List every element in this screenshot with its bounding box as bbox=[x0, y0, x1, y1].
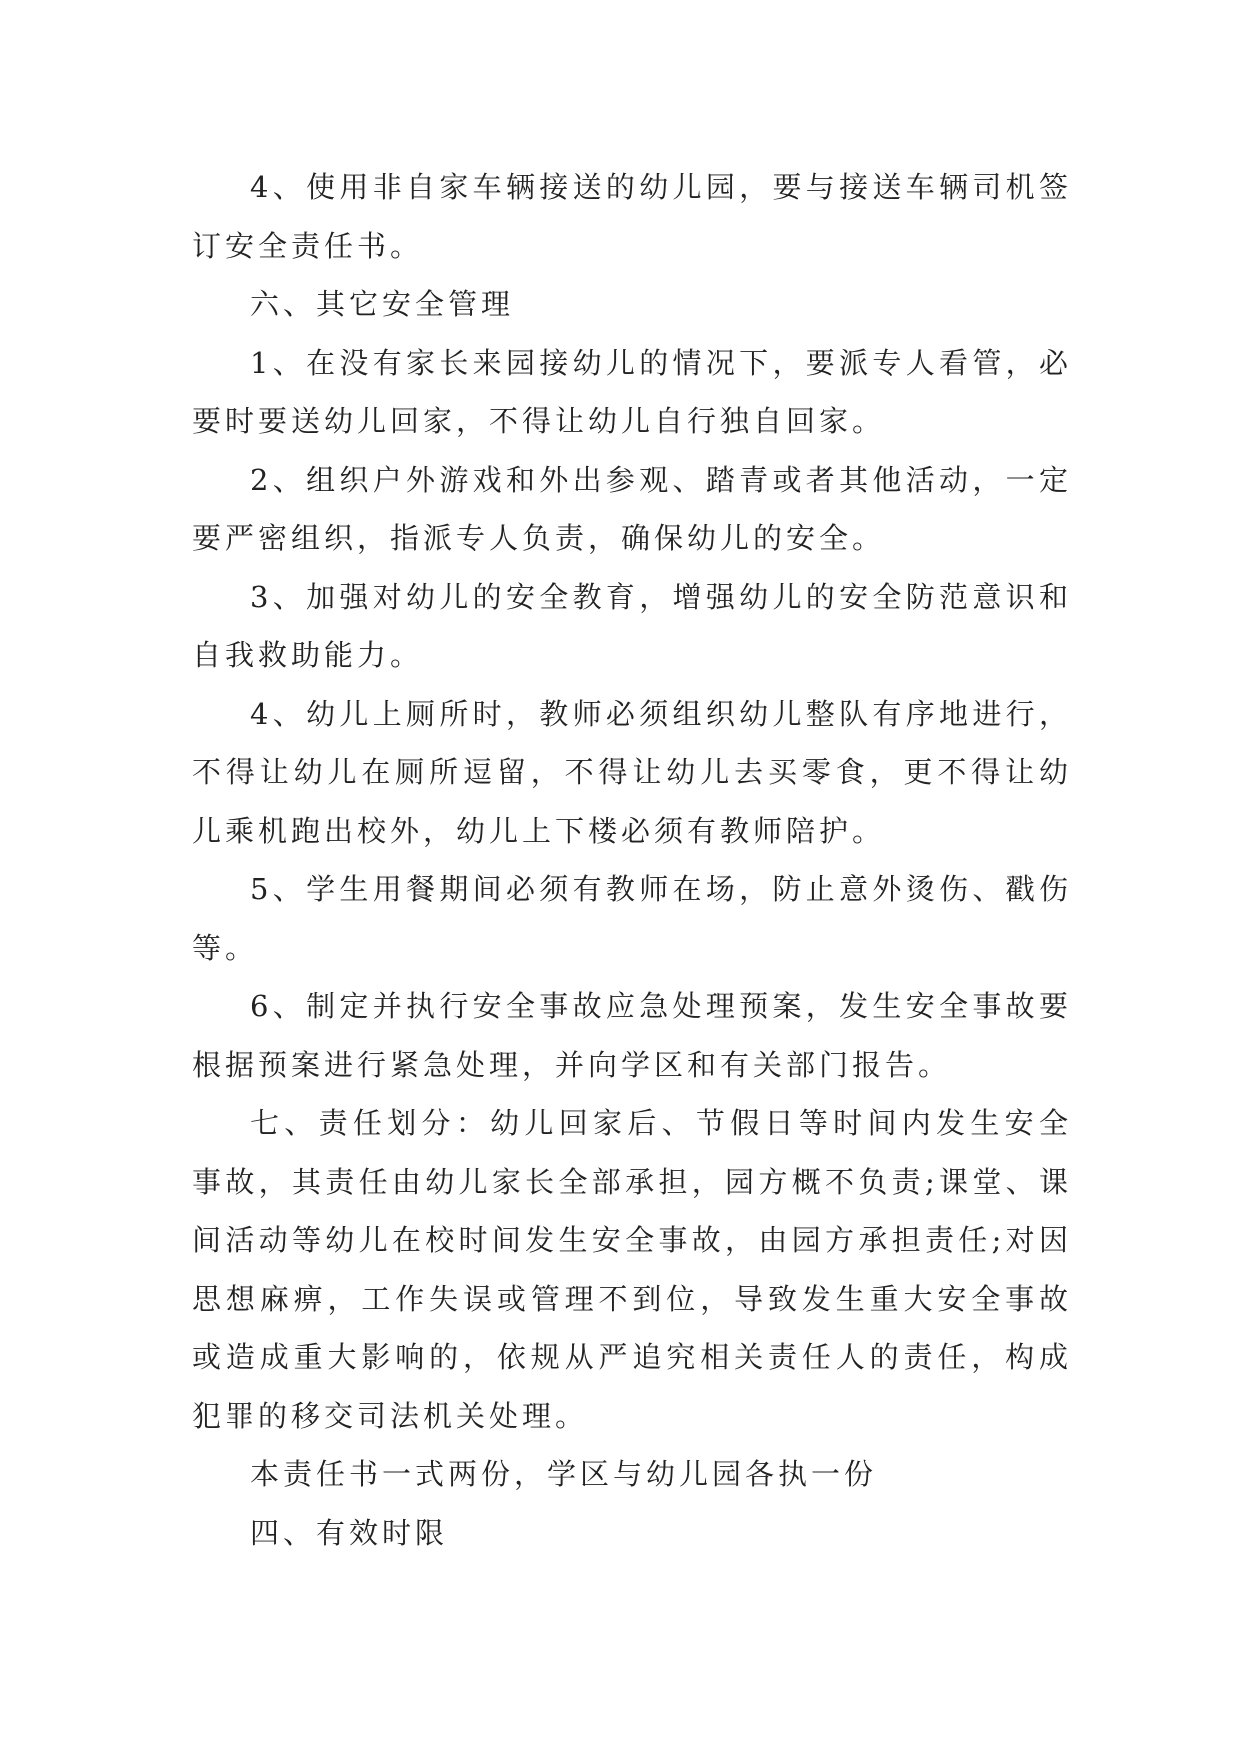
paragraph-responsibility-division: 七、责任划分：幼儿回家后、节假日等时间内发生安全事故，其责任由幼儿家长全部承担，园方概不负责;课堂、课间活动等幼儿在校时间发生安全事故，由园方承担责任;对因思想麻痹，工作失误或管理不到位，导致发生重大安全事故或造成重大影响的，依规从严追究相关责任人的责任，构成犯罪的移交司法机关处理。 bbox=[192, 1106, 1072, 1433]
heading-validity-period: 四、有效时限 bbox=[250, 1515, 449, 1550]
paragraph-outdoor-activities: 2、组织户外游戏和外出参观、踏青或者其他活动，一定要严密组织，指派专人负责，确保幼儿的安全。 bbox=[192, 462, 1072, 555]
paragraph-emergency-plan: 6、制定并执行安全事故应急处理预案，发生安全事故要根据预案进行紧急处理，并向学区和有关部门报告。 bbox=[192, 989, 1072, 1082]
paragraph-copies: 本责任书一式两份，学区与幼儿园各执一份 bbox=[250, 1457, 878, 1491]
paragraph-shuttle-vehicle-contract: 4、使用非自家车辆接送的幼儿园，要与接送车辆司机签订安全责任书。 bbox=[192, 170, 1072, 263]
paragraph-restroom-supervision: 4、幼儿上厕所时，教师必须组织幼儿整队有序地进行，不得让幼儿在厕所逗留，不得让幼儿去买零食，更不得让幼儿乘机跑出校外，幼儿上下楼必须有教师陪护。 bbox=[192, 696, 1072, 848]
document-body bbox=[192, 158, 1072, 1562]
paragraph-safety-education: 3、加强对幼儿的安全教育，增强幼儿的安全防范意识和自我救助能力。 bbox=[192, 579, 1072, 672]
paragraph-child-pickup: 1、在没有家长来园接幼儿的情况下，要派专人看管，必要时要送幼儿回家，不得让幼儿自行独自回家。 bbox=[192, 345, 1072, 438]
heading-other-safety-management: 六、其它安全管理 bbox=[250, 287, 515, 321]
paragraph-mealtime-supervision: 5、学生用餐期间必须有教师在场，防止意外烫伤、戳伤等。 bbox=[192, 872, 1072, 965]
